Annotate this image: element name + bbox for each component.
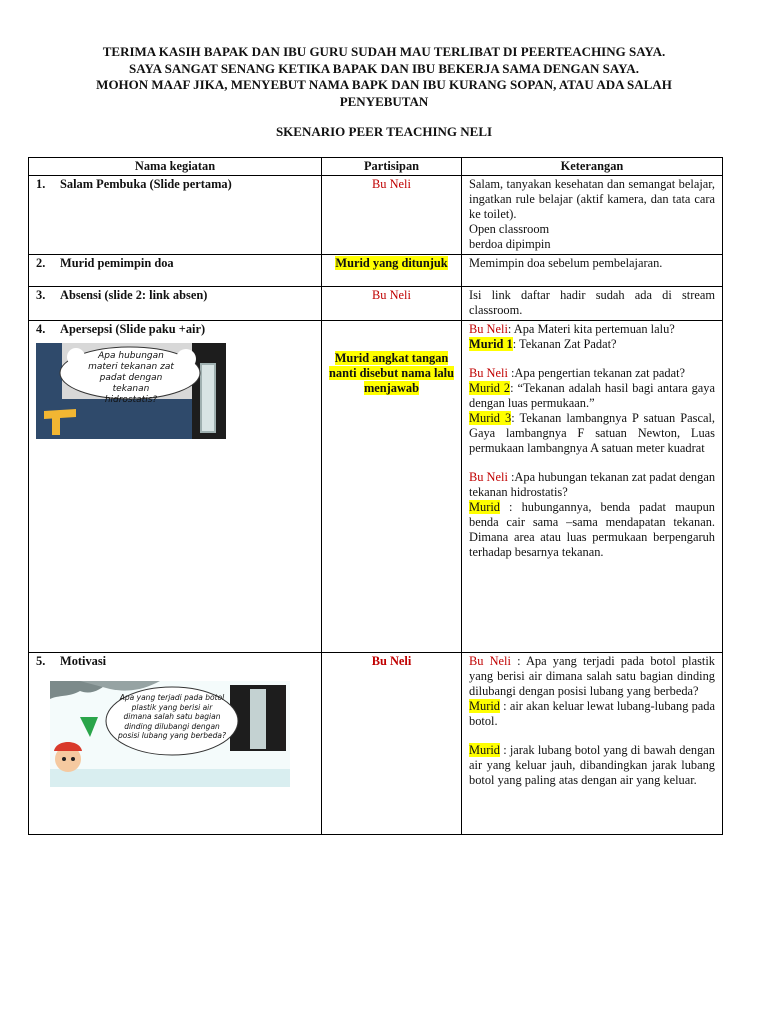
dialog-line — [469, 500, 715, 560]
participant-cell: Bu Neli — [322, 287, 462, 321]
header-line: TERIMA KASIH BAPAK DAN IBU GURU SUDAH MAU TERLIBAT DI PEERTEACHING SAYA. — [102, 44, 666, 59]
speaker-label: Murid 2 — [469, 381, 511, 395]
participant-cell: Bu Neli — [322, 653, 462, 835]
table-header-row — [29, 158, 723, 176]
dialog-line — [469, 366, 715, 381]
slide-caption: Apa hubungan materi tekanan zat padat dengan tekanan hidrostatis? — [88, 351, 174, 405]
participant-highlight: Murid yang ditunjuk — [335, 256, 448, 270]
row-number: 5. — [36, 654, 46, 668]
dialog-line — [469, 654, 715, 699]
activity-cell — [29, 176, 322, 255]
dialog-line — [469, 743, 715, 788]
dialog-line — [469, 470, 715, 500]
speaker-label: Murid 3 — [469, 411, 512, 425]
document-subtitle: SKENARIO PEER TEACHING NELI — [275, 124, 493, 139]
dialog-text: : Apa Materi kita pertemuan lalu? — [507, 322, 675, 336]
speaker-label: Murid — [469, 699, 500, 713]
speaker-label: Murid — [469, 743, 500, 757]
note-text: Salam, tanyakan kesehatan dan semangat belajar, ingatkan rule belajar (aktif kamera, dan tata cara ke toilet). — [469, 177, 715, 221]
dialog-text: : “Tekanan adalah hasil bagi antara gaya dengan luas permukaan.” — [469, 381, 715, 410]
dialog-text: : jarak lubang botol yang di bawah dengan air yang keluar jauh, dibandingkan jarak lubang botol yang paling atas dengan air yang keluar. — [469, 743, 715, 787]
participant-cell: Bu Neli — [322, 176, 462, 255]
row-number: 2. — [36, 256, 46, 270]
activity-cell — [29, 255, 322, 287]
slide-image-paku-air — [36, 343, 226, 439]
dialog-line — [469, 381, 715, 411]
column-header: Nama kegiatan — [29, 158, 322, 176]
participant-cell — [322, 255, 462, 287]
dialog-text: : air akan keluar lewat lubang-lubang pada botol. — [469, 699, 715, 728]
speaker-label: Bu Neli — [469, 654, 511, 668]
participant-cell — [322, 321, 462, 653]
participant-highlight: Murid angkat tangan nanti disebut nama lalu menjawab — [329, 351, 454, 395]
dialog-line — [469, 322, 715, 337]
slide-image-botol — [50, 681, 290, 787]
header-line: SAYA SANGAT SENANG KETIKA BAPAK DAN IBU BEKERJA SAMA DENGAN SAYA. — [129, 60, 639, 76]
note-cell — [462, 653, 723, 835]
dialog-text: : Apa yang terjadi pada botol plastik yang berisi air dimana salah satu bagian dinding dilubangi dengan posisi lubang yang berbeda? — [469, 654, 715, 698]
activity-name: Salam Pembuka (Slide pertama) — [60, 177, 232, 191]
row-number: 1. — [36, 177, 46, 191]
activity-name: Motivasi — [60, 654, 107, 668]
dialog-text: :Apa pengertian tekanan zat padat? — [507, 366, 686, 380]
dialog-text: : Tekanan lambangnya P satuan Pascal, Gaya lambangnya F satuan Newton, Luas permukaan lambangnya A satuan meter kuadrat — [469, 411, 715, 455]
speaker-label: Murid 1 — [469, 337, 513, 351]
dialog-text: : Tekanan Zat Padat? — [512, 337, 617, 351]
dialog-text: :Apa hubungan tekanan zat padat dengan tekanan hidrostatis? — [469, 470, 716, 499]
table-row — [29, 255, 723, 287]
note-text: berdoa dipimpin — [469, 237, 551, 251]
row-number: 3. — [36, 288, 46, 302]
column-header: Partisipan — [322, 158, 462, 176]
dialog-line — [469, 699, 715, 729]
note-cell — [462, 176, 723, 255]
table-row — [29, 653, 723, 835]
header-line: PENYEBUTAN — [339, 93, 429, 109]
header-line: MOHON MAAF JIKA, MENYEBUT NAMA BAPK DAN IBU KURANG SOPAN, ATAU ADA SALAH — [96, 77, 672, 92]
scenario-table — [28, 157, 723, 835]
document-header — [40, 44, 728, 110]
note-text: Open classroom — [469, 222, 550, 236]
row-number: 4. — [36, 322, 46, 336]
activity-name: Murid pemimpin doa — [60, 256, 174, 270]
speaker-label: Murid — [469, 500, 500, 514]
activity-cell — [29, 653, 322, 835]
table-row — [29, 287, 723, 321]
note-cell — [462, 321, 723, 653]
note-cell: Memimpin doa sebelum pembelajaran. — [462, 255, 723, 287]
table-row — [29, 176, 723, 255]
table-row — [29, 321, 723, 653]
dialog-line — [469, 411, 715, 456]
speaker-label: Bu Neli — [469, 366, 508, 380]
dialog-line — [469, 337, 715, 352]
activity-name: Absensi (slide 2: link absen) — [60, 288, 208, 302]
speaker-label: Bu Neli — [469, 322, 508, 336]
slide-caption: Apa yang terjadi pada botol plastik yang berisi air dimana salah satu bagian dinding dilubangi dengan posisi lubang yang berbeda? — [118, 693, 226, 740]
activity-name: Apersepsi (Slide paku +air) — [60, 322, 206, 336]
speaker-label: Bu Neli — [469, 470, 508, 484]
activity-cell — [29, 287, 322, 321]
dialog-text: : hubungannya, benda padat maupun benda cair sama –sama mendapatan tekanan. Dimana area atau luas permukaan berpengaruh terhadap besarnya tekanan. — [469, 500, 715, 559]
activity-cell — [29, 321, 322, 653]
column-header: Keterangan — [462, 158, 723, 176]
note-cell: Isi link daftar hadir sudah ada di stream classroom. — [462, 287, 723, 321]
